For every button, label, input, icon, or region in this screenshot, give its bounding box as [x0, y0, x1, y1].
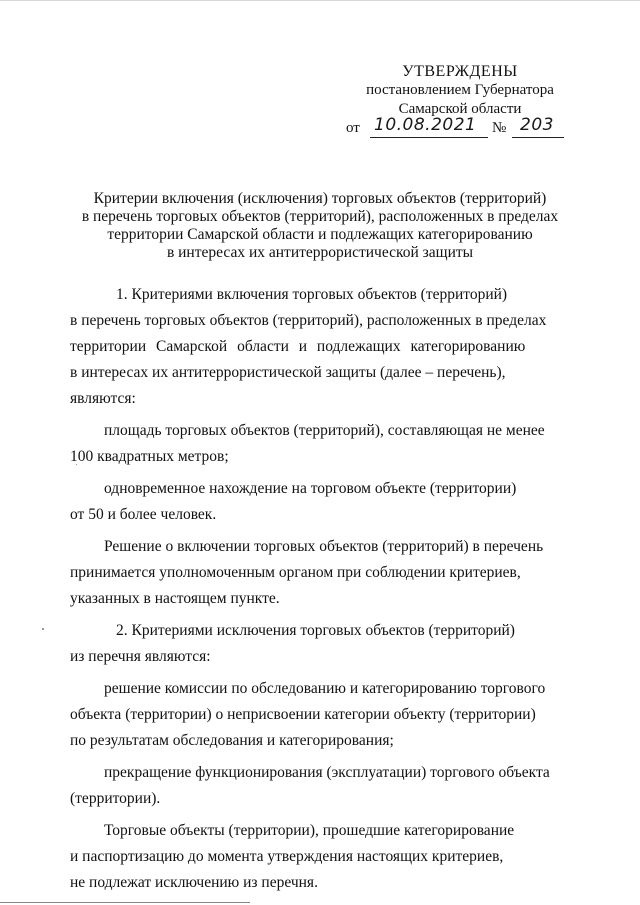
- text-line: являются:: [70, 390, 136, 407]
- title-line: территории Самарской области и подлежащих категорированию: [107, 226, 533, 243]
- handwritten-date: 10.08.2021: [374, 115, 477, 135]
- number-prefix: №: [492, 120, 507, 136]
- text-line: прекращение функционирования (эксплуатации) торгового объекта: [104, 764, 550, 781]
- text-line: не подлежат исключению из перечня.: [70, 874, 318, 891]
- title-line: Критерии включения (исключения) торговых объектов (территорий): [93, 190, 547, 207]
- paragraph-6: [70, 676, 564, 754]
- text-line: от 50 и более человек.: [70, 506, 217, 523]
- text-line: в перечень торговых объектов (территорий), расположенных в пределах: [70, 312, 547, 329]
- text-line: Торговые объекты (территории), прошедшие категорирование: [104, 822, 515, 839]
- approval-date-row: [340, 115, 580, 141]
- scan-edge-bottom: [0, 902, 250, 903]
- paragraph-7: [70, 760, 564, 812]
- date-underline: [370, 137, 488, 138]
- text-line: по результатам обследования и категорирования;: [70, 732, 394, 749]
- text-line: территории Самарской области и подлежащих категорированию: [70, 338, 526, 355]
- document-title: [60, 190, 580, 262]
- scan-speck: [42, 628, 44, 630]
- number-underline: [512, 137, 564, 138]
- paragraph-4: [70, 534, 564, 612]
- approval-authority: постановлением Губернатора: [366, 82, 554, 98]
- date-prefix: от: [346, 120, 360, 136]
- text-line: Решение о включении торговых объектов (территорий) в перечень: [104, 538, 544, 555]
- text-line: принимается уполномоченным органом при соблюдении критериев,: [70, 564, 521, 581]
- text-line: 2. Критериями исключения торговых объектов (территорий): [116, 622, 515, 639]
- document-body: [70, 282, 564, 896]
- text-line: (территории).: [70, 790, 161, 807]
- text-line: площадь торговых объектов (территорий), составляющая не менее: [104, 422, 545, 439]
- text-line: 1. Критериями включения торговых объектов (территорий): [116, 286, 508, 303]
- paragraph-8: [70, 818, 564, 896]
- approval-title: УТВЕРЖДЕНЫ: [402, 63, 518, 80]
- text-line: объекта (территории) о неприсвоении категории объекту (территории): [70, 706, 536, 723]
- text-line: в интересах их антитеррористической защиты (далее – перечень),: [70, 364, 506, 381]
- text-line: решение комиссии по обследованию и категорированию торгового: [104, 680, 546, 697]
- title-line: в интересах их антитеррористической защиты: [166, 244, 474, 261]
- paragraph-1: [70, 282, 564, 412]
- text-line: одновременное нахождение на торговом объекте (территории): [104, 480, 517, 497]
- title-line: в перечень торговых объектов (территорий), расположенных в пределах: [81, 208, 559, 225]
- text-line: указанных в настоящем пункте.: [70, 590, 280, 607]
- approval-block: [340, 62, 580, 141]
- text-line: и паспортизацию до момента утверждения настоящих критериев,: [70, 848, 504, 865]
- paragraph-2: [70, 418, 564, 470]
- scan-edge-top: [0, 0, 640, 1]
- text-line: из перечня являются:: [70, 648, 211, 665]
- paragraph-3: [70, 476, 564, 528]
- text-line: 100 квадратных метров;: [70, 448, 229, 465]
- handwritten-number: 203: [520, 115, 554, 135]
- approval-region: Самарской области: [398, 101, 522, 117]
- paragraph-5: [70, 618, 564, 670]
